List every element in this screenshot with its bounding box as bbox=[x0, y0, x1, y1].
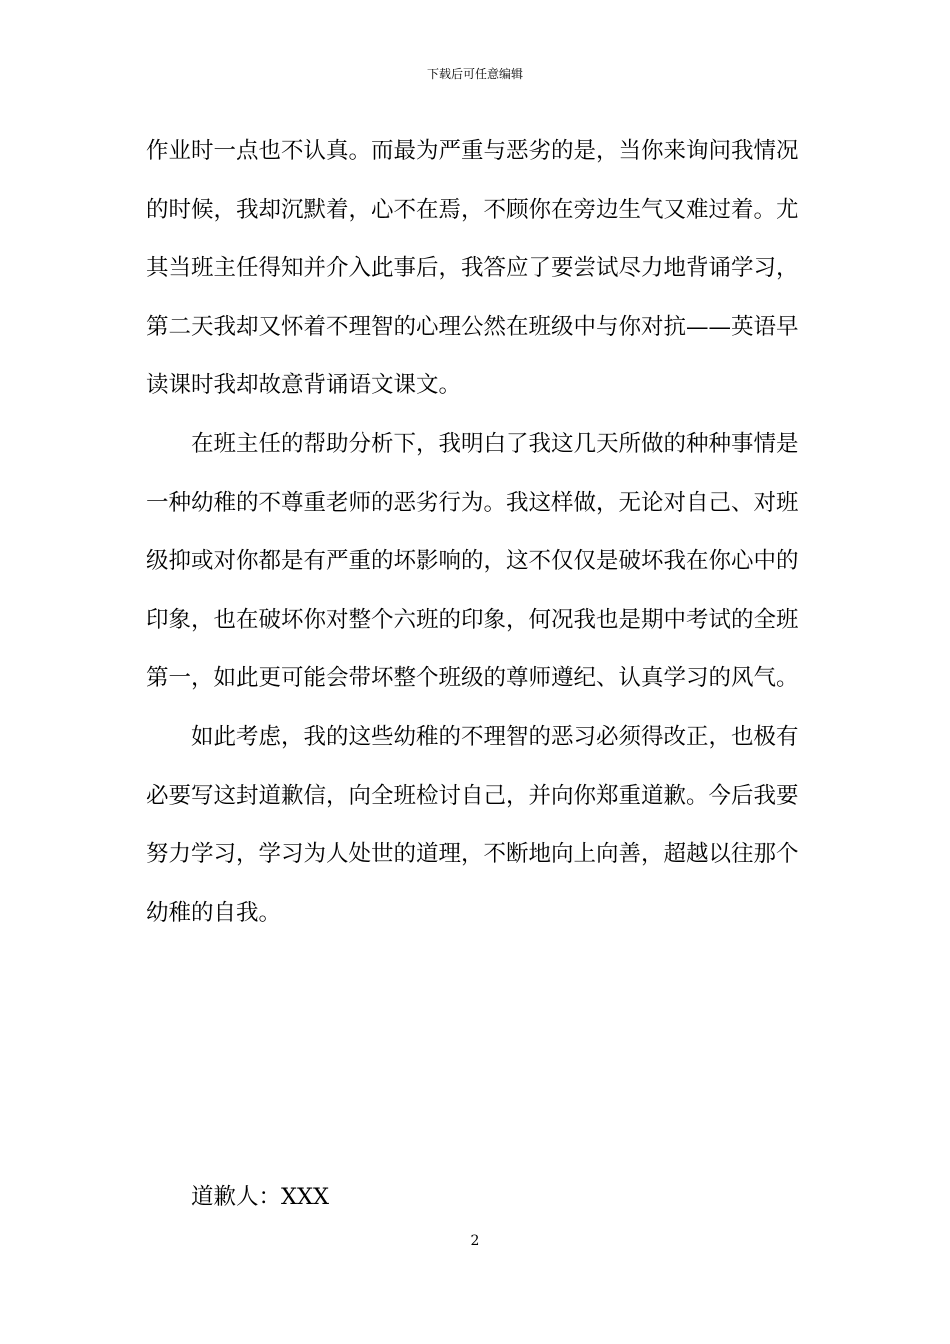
text-line: 作业时一点也不认真。而最为严重与恶劣的是，当你来询问我情况 bbox=[146, 138, 799, 164]
page-number: 2 bbox=[470, 1233, 480, 1249]
text-line: 必要写这封道歉信，向全班检讨自己，并向你郑重道歉。今后我要 bbox=[146, 782, 799, 809]
text-line: 一种幼稚的不尊重老师的恶劣行为。我这样做，无论对自己、对班 bbox=[146, 489, 799, 516]
text-line: 在班主任的帮助分析下，我明白了我这几天所做的种种事情是 bbox=[191, 430, 799, 457]
paragraph-2 bbox=[146, 421, 810, 714]
text-line: 第二天我却又怀着不理智的心理公然在班级中与你对抗——英语早 bbox=[146, 313, 799, 340]
text-line: 幼稚的自我。 bbox=[146, 899, 282, 926]
text-line: 印象，也在破坏你对整个六班的印象，何况我也是期中考试的全班 bbox=[146, 606, 799, 633]
page-header: 下载后可任意编辑 bbox=[426, 67, 523, 81]
text-line: 的时候，我却沉默着，心不在焉，不顾你在旁边生气又难过着。尤 bbox=[146, 196, 799, 223]
text-line: 级抑或对你都是有严重的坏影响的，这不仅仅是破坏我在你心中的 bbox=[146, 548, 799, 575]
text-line: 第一，如此更可能会带坏整个班级的尊师遵纪、认真学习的风气。 bbox=[146, 665, 799, 692]
text-line: 读课时我却故意背诵语文课文。 bbox=[146, 372, 462, 399]
document-body bbox=[146, 128, 810, 948]
signature-line: 道歉人：XXX bbox=[191, 1184, 330, 1210]
paragraph-3 bbox=[146, 714, 810, 948]
text-line: 努力学习，学习为人处世的道理，不断地向上向善，超越以往那个 bbox=[146, 841, 799, 868]
paragraph-1 bbox=[146, 128, 810, 421]
text-line: 其当班主任得知并介入此事后，我答应了要尝试尽力地背诵学习， bbox=[146, 255, 799, 282]
text-line: 如此考虑，我的这些幼稚的不理智的恶习必须得改正，也极有 bbox=[191, 723, 799, 750]
